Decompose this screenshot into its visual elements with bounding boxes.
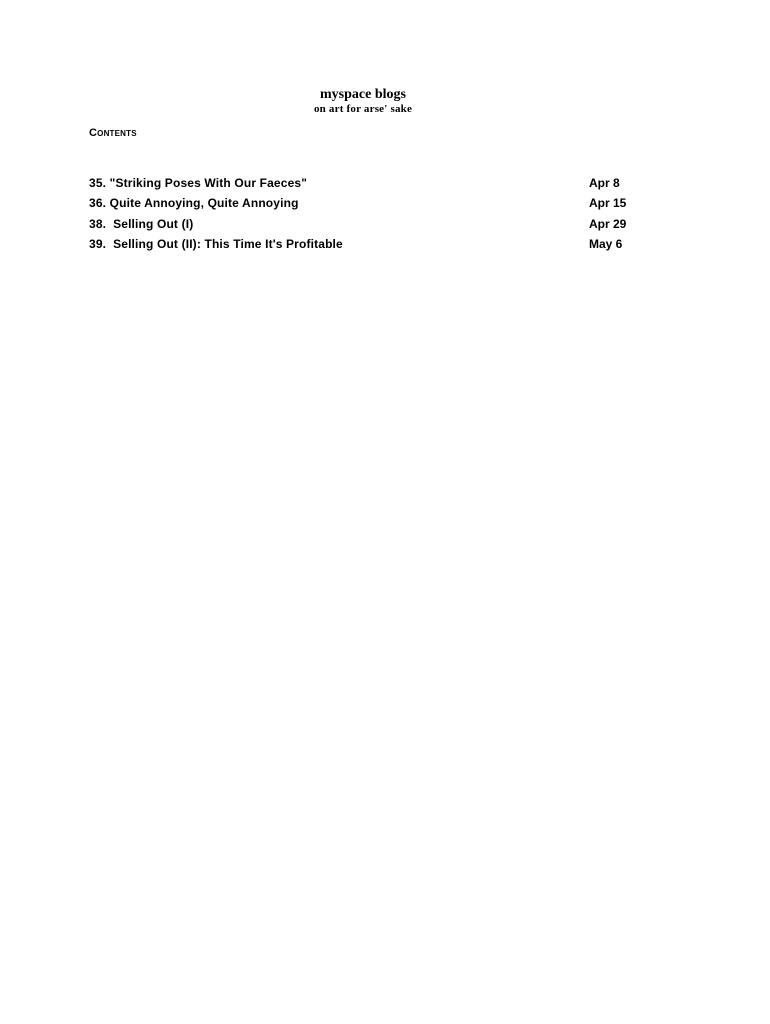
toc-entry-title: 35. "Striking Poses With Our Faeces" bbox=[89, 176, 308, 190]
document-subtitle: on art for arse' sake bbox=[313, 103, 413, 115]
toc-entry-date: Apr 29 bbox=[589, 216, 627, 231]
toc-entry-title: 38. Selling Out (I) bbox=[89, 216, 194, 231]
toc-entry-title: 36. Quite Annoying, Quite Annoying bbox=[89, 196, 299, 211]
contents-heading: Contents bbox=[89, 127, 137, 139]
toc-entry bbox=[89, 216, 649, 236]
toc-entry bbox=[89, 236, 649, 256]
toc-entry bbox=[89, 175, 649, 195]
toc-entry-title: 39. Selling Out (II): This Time It's Profitable bbox=[89, 236, 343, 251]
toc-entry-date: Apr 15 bbox=[589, 196, 627, 211]
toc-entry bbox=[89, 195, 649, 215]
toc-entry-date: May 6 bbox=[589, 236, 623, 251]
document-title: myspace blogs bbox=[320, 87, 406, 102]
toc-entry-date: Apr 8 bbox=[589, 176, 620, 190]
document-header bbox=[0, 86, 726, 116]
table-of-contents bbox=[89, 175, 649, 256]
